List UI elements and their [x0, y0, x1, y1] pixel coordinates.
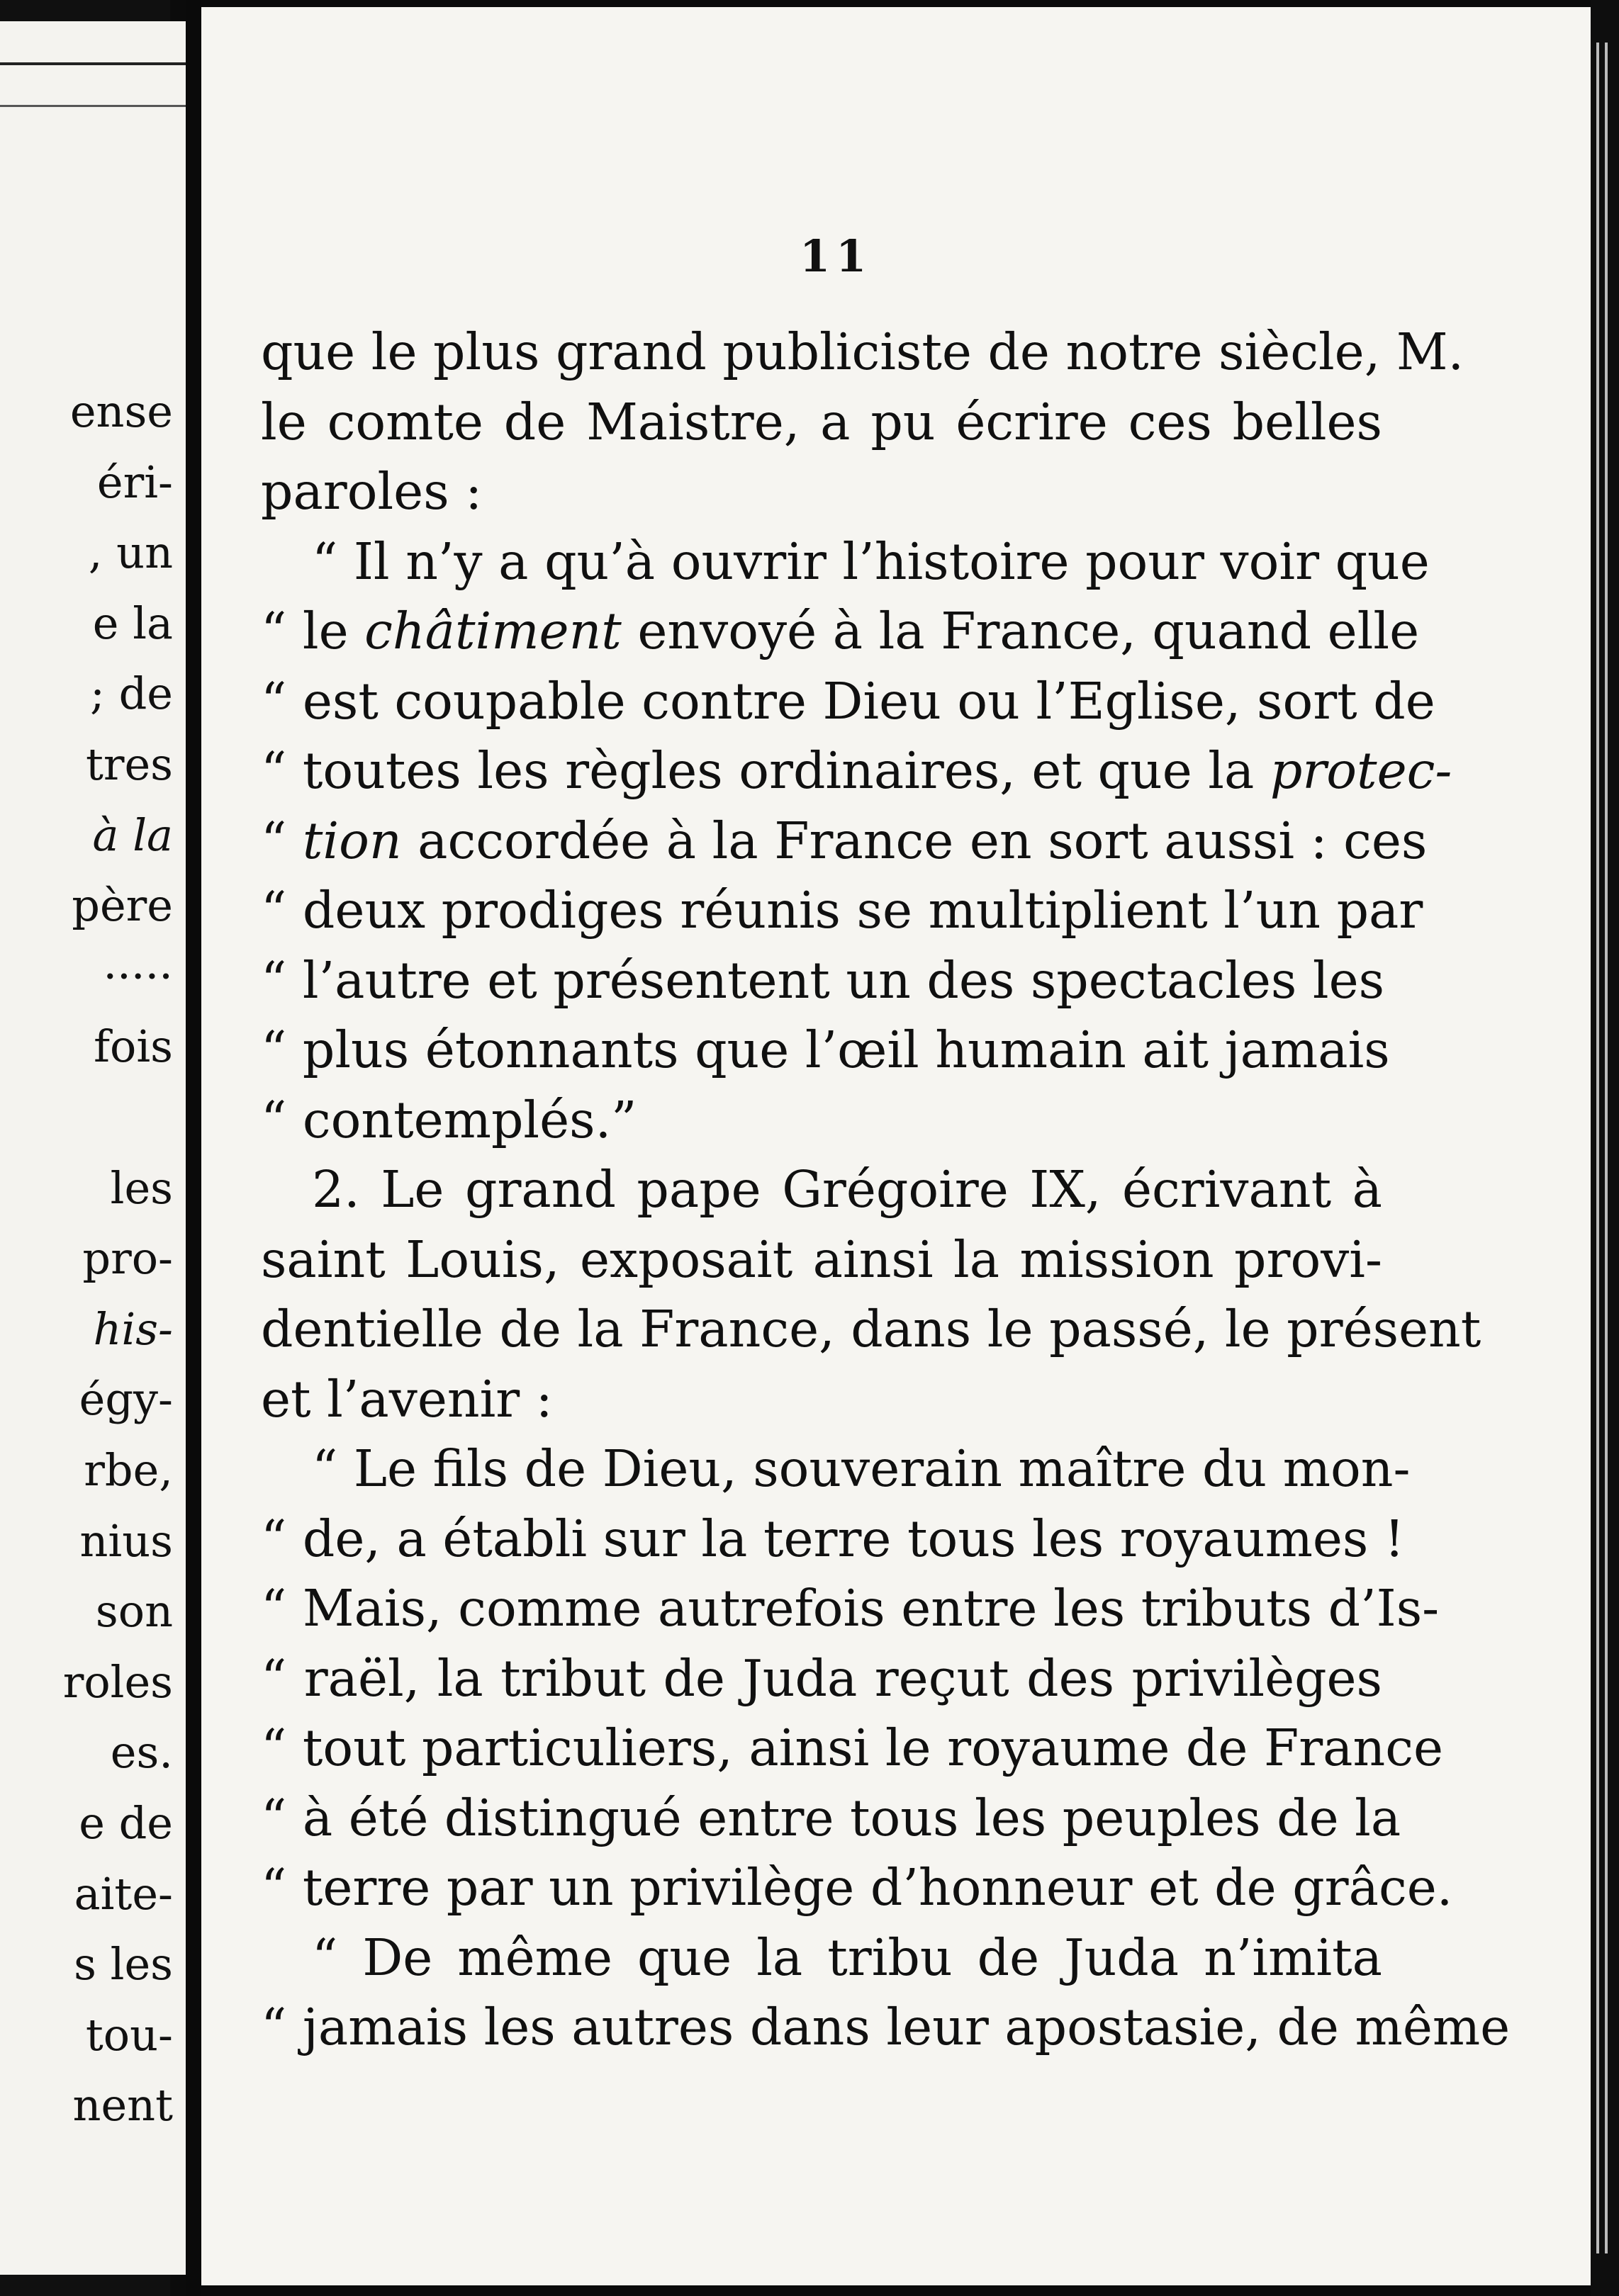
text-line	[261, 876, 1423, 946]
text-segment: 2. Le grand pape Grégoire IX, écrivant à	[312, 1160, 1382, 1219]
text-line	[261, 946, 1385, 1016]
facing-page-fragment: les	[110, 1161, 173, 1214]
text-line	[261, 1155, 1382, 1225]
facing-page-fragment: pro-	[82, 1232, 173, 1285]
facing-page-fragment: nius	[79, 1514, 173, 1567]
facing-page-fragment: e de	[79, 1797, 173, 1849]
facing-page-fragment: père	[72, 879, 173, 932]
text-segment: “ jamais les autres dans leur apostasie, de même	[261, 1998, 1511, 2056]
text-line	[261, 806, 1428, 877]
text-segment: le comte de Maistre, a pu écrire ces belles	[261, 392, 1382, 451]
text-segment: que le plus grand publiciste de notre siècle, M.	[261, 322, 1464, 381]
text-line	[261, 1644, 1382, 1714]
text-segment: saint Louis, exposait ainsi la mission provi-	[261, 1229, 1382, 1289]
facing-page-fragment: , un	[88, 527, 173, 579]
text-segment: paroles :	[261, 462, 483, 521]
text-line	[261, 1295, 1481, 1365]
facing-page-fragment: tres	[85, 738, 173, 790]
facing-page-fragment: fois	[94, 1020, 173, 1073]
facing-page-fragment: ·····	[103, 950, 173, 1002]
facing-page-fragment: aite-	[74, 1867, 173, 1920]
facing-page-fragment: rbe,	[84, 1444, 173, 1496]
book-gutter	[186, 0, 201, 2296]
top-rule-secondary	[0, 105, 186, 107]
text-segment: “ le	[261, 602, 365, 660]
book-right-edge	[1591, 0, 1619, 2296]
text-segment: “ Le fils de Dieu, souverain maître du mon-	[312, 1439, 1411, 1498]
page-leaf-edge	[1605, 43, 1608, 2253]
text-line	[261, 1365, 1382, 1435]
facing-page-fragment: éri-	[96, 456, 173, 508]
text-segment: “ à été distingué entre tous les peuples de la	[261, 1788, 1401, 1847]
text-line	[261, 1784, 1401, 1854]
text-segment: “ plus étonnants que l’œil humain ait jamais	[261, 1020, 1390, 1079]
italic-word: protec-	[1270, 741, 1452, 800]
facing-page-fragment: égy-	[79, 1373, 173, 1426]
facing-page-fragment: roles	[62, 1655, 173, 1708]
facing-page-fragment: ense	[69, 386, 173, 437]
text-line	[261, 457, 1382, 527]
text-line	[261, 1015, 1390, 1086]
facing-page-fragment: à la	[92, 809, 173, 861]
text-segment: “ Mais, comme autrefois entre les tributs d’Is-	[261, 1579, 1440, 1638]
facing-page-fragment: son	[95, 1585, 173, 1638]
italic-word: châtiment	[364, 602, 622, 660]
text-segment: “ deux prodiges réunis se multiplient l’un par	[261, 881, 1423, 940]
text-line	[261, 597, 1420, 667]
text-segment: “ contemplés.”	[261, 1090, 637, 1149]
text-line	[261, 1574, 1440, 1644]
text-line	[261, 1713, 1443, 1784]
text-segment: envoyé à la France, quand elle	[621, 602, 1420, 660]
facing-page-fragment: nent	[72, 2079, 173, 2132]
facing-page-fragment: e la	[92, 597, 173, 649]
text-segment: “ l’autre et présentent un des spectacles les	[261, 950, 1385, 1010]
text-line	[261, 527, 1430, 597]
text-line	[261, 1225, 1382, 1295]
facing-page-fragment: his-	[93, 1302, 173, 1355]
text-line	[261, 1923, 1382, 1993]
facing-page-fragment: tou-	[85, 2008, 173, 2061]
page-number: 11	[800, 230, 873, 282]
text-segment: “ toutes les règles ordinaires, et que la	[261, 741, 1270, 800]
facing-page-left	[0, 21, 188, 2275]
text-line	[261, 388, 1382, 458]
text-segment: et l’avenir :	[261, 1369, 553, 1429]
text-line	[261, 667, 1435, 737]
text-segment: “ tout particuliers, ainsi le royaume de France	[261, 1718, 1443, 1777]
text-line	[261, 736, 1452, 806]
text-segment: “ raël, la tribut de Juda reçut des privilèges	[261, 1648, 1382, 1708]
text-line	[261, 1086, 1382, 1156]
facing-page-fragment: s les	[74, 1938, 173, 1991]
text-line	[261, 1853, 1453, 1923]
body-text	[261, 317, 1511, 2063]
facing-page-fragment: ; de	[90, 668, 173, 720]
text-segment: “ De même que la tribu de Juda n’imita	[312, 1928, 1382, 1987]
text-segment: “	[261, 811, 303, 870]
text-line	[261, 317, 1464, 388]
text-segment: “ de, a établi sur la terre tous les royaumes !	[261, 1509, 1405, 1568]
page-leaf-edge	[1596, 43, 1599, 2253]
text-line	[261, 1434, 1411, 1504]
top-rule	[0, 62, 186, 65]
text-segment: “ terre par un privilège d’honneur et de grâce.	[261, 1858, 1453, 1917]
text-line	[261, 1993, 1511, 2063]
text-segment: “ est coupable contre Dieu ou l’Eglise, sort de	[261, 671, 1435, 731]
facing-page-fragment: es.	[110, 1726, 173, 1779]
italic-word: tion	[302, 811, 402, 870]
text-segment: dentielle de la France, dans le passé, le présent	[261, 1300, 1481, 1358]
text-segment: accordée à la France en sort aussi : ces	[401, 811, 1428, 870]
text-segment: “ Il n’y a qu’à ouvrir l’histoire pour voir que	[312, 531, 1430, 591]
text-line	[261, 1504, 1405, 1575]
